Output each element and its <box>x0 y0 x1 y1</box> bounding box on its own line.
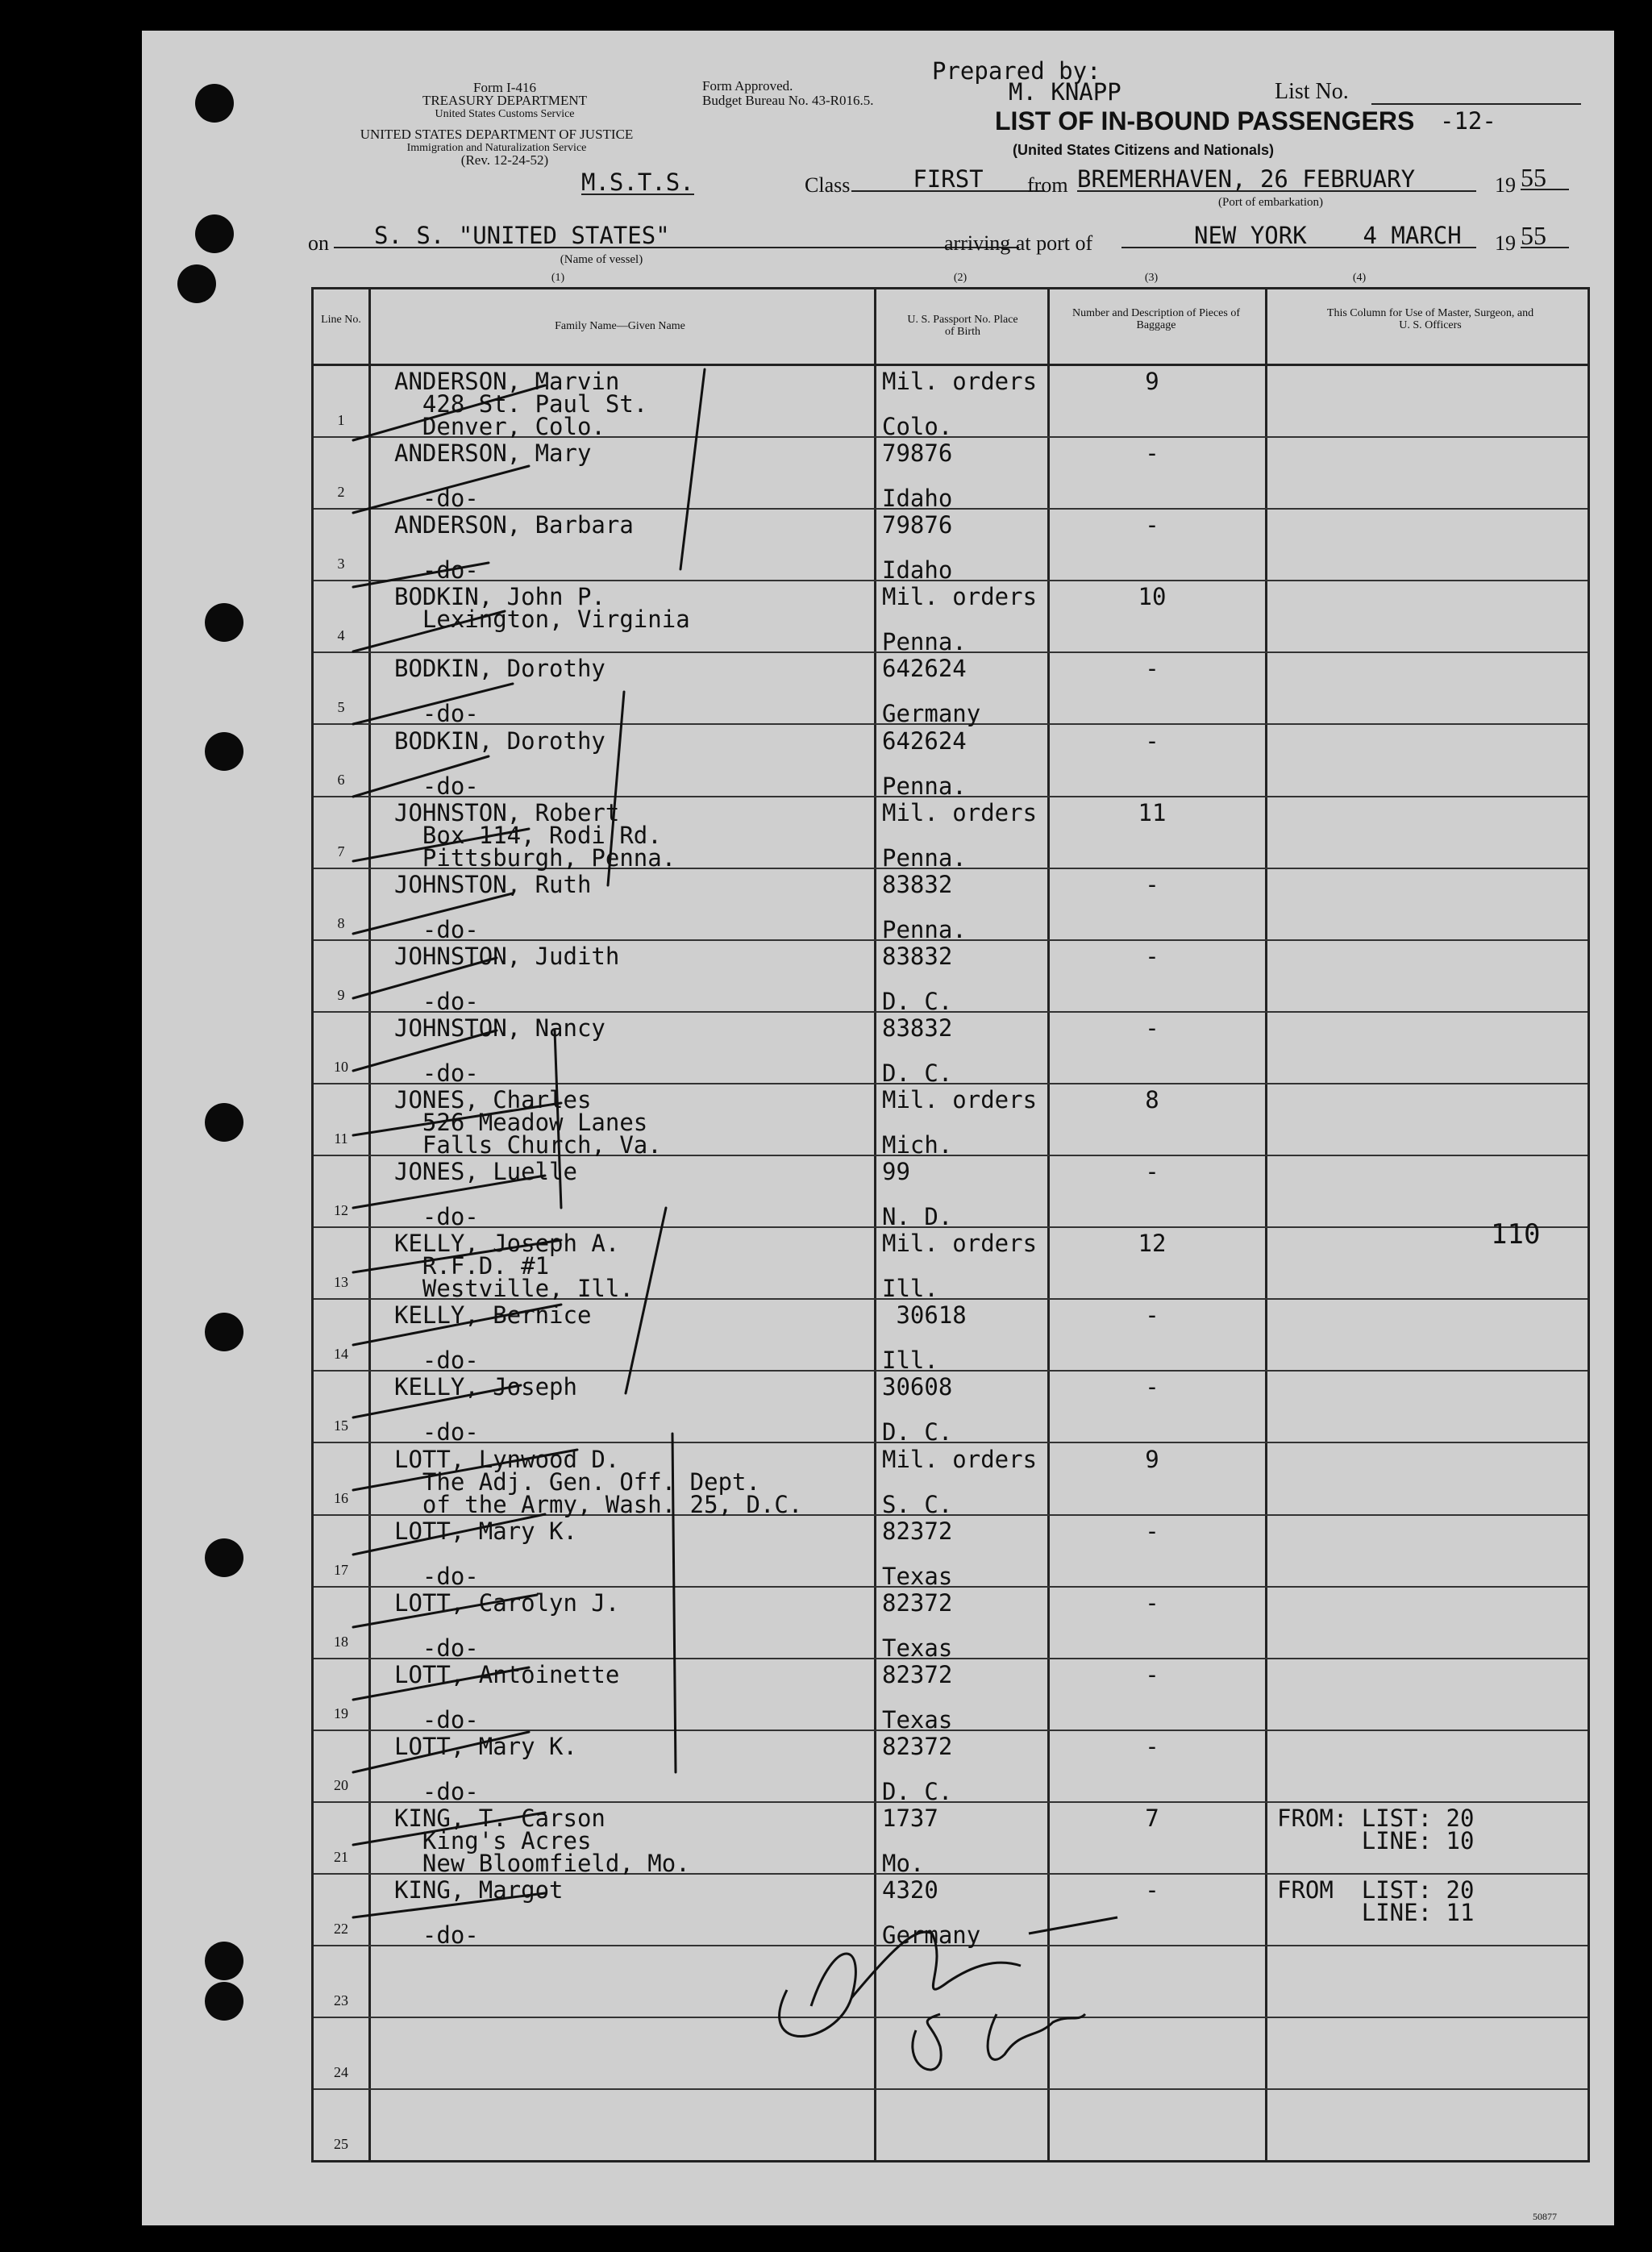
baggage-count: - <box>1145 1158 1159 1186</box>
name-line: JOHNSTON, Robert <box>394 798 620 826</box>
baggage-count: - <box>1145 1876 1159 1904</box>
port-embarkation-label: (Port of embarkation) <box>1218 196 1323 209</box>
note-line: LINE: 11 <box>1277 1899 1475 1927</box>
prepared-by: M. KNAPP <box>1009 78 1121 106</box>
name-line: 526 Meadow Lanes <box>394 1109 648 1136</box>
baggage-count: - <box>1145 1517 1159 1545</box>
year-prefix: 19 <box>1495 173 1516 197</box>
name-line: Westville, Ill. <box>394 1275 634 1303</box>
name-line: LOTT, Mary K. <box>394 1732 577 1760</box>
birthplace: Penna. <box>882 772 967 800</box>
passport-no: 99 <box>882 1158 910 1186</box>
baggage-count: - <box>1145 1588 1159 1617</box>
birthplace: S. C. <box>882 1490 953 1518</box>
baggage-count: 7 <box>1145 1805 1159 1832</box>
birthplace: Mo. <box>882 1850 925 1877</box>
line-number: 9 <box>337 986 345 1003</box>
from-label: from <box>1027 173 1068 197</box>
treasury-dept: TREASURY DEPARTMENT <box>422 93 588 108</box>
birthplace: Penna. <box>882 843 967 872</box>
baggage-count: 8 <box>1145 1086 1159 1114</box>
passport-no: 642624 <box>882 655 967 683</box>
name-line: Box 114, Rodi Rd. <box>394 821 662 849</box>
name-line: -do- <box>394 700 479 728</box>
col-num-1: (1) <box>551 272 565 284</box>
name-line: KING, T. Carson <box>394 1805 605 1832</box>
line-number: 10 <box>334 1058 348 1075</box>
line-number: 16 <box>334 1489 348 1506</box>
vessel-name: S. S. "UNITED STATES" <box>334 224 1019 248</box>
line-number: 4 <box>337 627 345 644</box>
baggage-count: 9 <box>1145 368 1159 395</box>
immigration-service: Immigration and Naturalization Service <box>406 142 587 154</box>
name-line: New Bloomfield, Mo. <box>394 1850 690 1877</box>
birthplace: Texas <box>882 1562 953 1590</box>
handwritten-check-marks <box>142 31 1614 2225</box>
line-number: 20 <box>334 1776 348 1793</box>
line-number: 11 <box>334 1130 348 1147</box>
line-number: 17 <box>334 1561 348 1578</box>
annotation-total: 110 <box>1491 1218 1541 1251</box>
line-number: 7 <box>337 843 345 860</box>
baggage-count: - <box>1145 1373 1159 1401</box>
passport-no: 642624 <box>882 726 967 755</box>
baggage-count: - <box>1145 1732 1159 1760</box>
note-line: FROM LIST: 20 <box>1277 1876 1475 1904</box>
line-number: 3 <box>337 556 345 572</box>
name-line: -do- <box>394 556 479 585</box>
birthplace: Mich. <box>882 1131 953 1159</box>
year-2: 55 <box>1521 224 1569 248</box>
form-number: Form I-416 <box>473 80 536 95</box>
passport-no: 83832 <box>882 870 953 898</box>
form-approved: Form Approved. <box>702 78 793 94</box>
header-passport: U. S. Passport No. Place of Birth <box>907 314 1018 338</box>
prepared-by-label: Prepared by: <box>932 57 1101 85</box>
note-line: LINE: 10 <box>1277 1827 1475 1854</box>
passport-no: 79876 <box>882 511 953 539</box>
baggage-count: - <box>1145 511 1159 539</box>
header-line-no: Line No. <box>321 314 361 326</box>
line-number: 12 <box>334 1202 348 1219</box>
line-number: 6 <box>337 771 345 788</box>
birthplace: Ill. <box>882 1347 938 1375</box>
name-line: Lexington, Virginia <box>394 606 690 634</box>
birthplace: Texas <box>882 1634 953 1662</box>
passport-no: Mil. orders <box>882 368 1038 395</box>
header-name: Family Name—Given Name <box>555 320 685 332</box>
line-number: 24 <box>334 2064 348 2081</box>
birthplace: D. C. <box>882 1059 953 1087</box>
baggage-count: - <box>1145 870 1159 898</box>
name-line: The Adj. Gen. Off. Dept. <box>394 1467 760 1496</box>
name-line: KELLY, Bernice <box>394 1301 592 1330</box>
passport-no: 4320 <box>882 1876 938 1904</box>
name-line: R.F.D. #1 <box>394 1252 550 1280</box>
passport-no: 82372 <box>882 1588 953 1617</box>
name-line: Denver, Colo. <box>394 413 605 440</box>
name-line: Falls Church, Va. <box>394 1131 662 1159</box>
passport-no: 82372 <box>882 1660 953 1688</box>
class-label: Class <box>805 173 851 197</box>
arriving-label: arriving at port of <box>944 231 1093 255</box>
passport-no: 30608 <box>882 1373 953 1401</box>
name-line: LOTT, Carolyn J. <box>394 1588 620 1617</box>
name-line: 428 St. Paul St. <box>394 390 648 418</box>
passport-no: 79876 <box>882 439 953 468</box>
line-number: 19 <box>334 1705 348 1721</box>
baggage-count: - <box>1145 1301 1159 1330</box>
name-line: -do- <box>394 1634 479 1662</box>
line-number: 18 <box>334 1633 348 1650</box>
passport-no: Mil. orders <box>882 798 1038 826</box>
year-1: 55 <box>1521 166 1569 190</box>
line-number: 2 <box>337 484 345 501</box>
name-line: LOTT, Lynwood D. <box>394 1445 620 1473</box>
name-line: JONES, Luelle <box>394 1158 577 1186</box>
birthplace: D. C. <box>882 1418 953 1447</box>
name-line: LOTT, Mary K. <box>394 1517 577 1545</box>
col-num-4: (4) <box>1352 272 1367 284</box>
name-line: JOHNSTON, Judith <box>394 942 620 970</box>
name-line: ANDERSON, Barbara <box>394 511 634 539</box>
name-line: ANDERSON, Mary <box>394 439 592 468</box>
name-line: JOHNSTON, Nancy <box>394 1014 605 1042</box>
list-title: LIST OF IN-BOUND PASSENGERS <box>995 106 1415 135</box>
passport-no: Mil. orders <box>882 1445 1038 1473</box>
msts: M.S.T.S. <box>581 169 694 196</box>
name-line: -do- <box>394 1777 479 1805</box>
birthplace: Texas <box>882 1705 953 1734</box>
name-line: of the Army, Wash. 25, D.C. <box>394 1490 803 1518</box>
passport-no: 83832 <box>882 1014 953 1042</box>
birthplace: N. D. <box>882 1203 953 1231</box>
name-line: JONES, Charles <box>394 1086 592 1114</box>
line-number: 13 <box>334 1274 348 1291</box>
birthplace: Idaho <box>882 485 953 513</box>
name-line: Pittsburgh, Penna. <box>394 843 676 872</box>
justice-dept: UNITED STATES DEPARTMENT OF JUSTICE <box>360 127 634 142</box>
line-number: 1 <box>337 412 345 428</box>
passport-no: Mil. orders <box>882 1230 1038 1258</box>
line-number: 22 <box>334 1921 348 1938</box>
name-line: KELLY, Joseph A. <box>394 1230 620 1258</box>
baggage-count: - <box>1145 942 1159 970</box>
passport-no: Mil. orders <box>882 583 1038 611</box>
name-line: KELLY, Joseph <box>394 1373 577 1401</box>
passport-no: Mil. orders <box>882 1086 1038 1114</box>
manifest-page <box>142 31 1614 2225</box>
from-value: BREMERHAVEN, 26 FEBRUARY <box>1077 168 1476 192</box>
baggage-count: - <box>1145 1660 1159 1688</box>
baggage-count: 11 <box>1138 798 1167 826</box>
birthplace: Penna. <box>882 915 967 943</box>
birthplace: Germany <box>882 700 981 728</box>
birthplace: Ill. <box>882 1275 938 1303</box>
birthplace: Colo. <box>882 413 953 440</box>
name-line: -do- <box>394 772 479 800</box>
name-line: -do- <box>394 987 479 1015</box>
year-prefix-2: 19 <box>1495 231 1516 255</box>
passport-no: 82372 <box>882 1732 953 1760</box>
baggage-count: - <box>1145 1014 1159 1042</box>
line-number: 8 <box>337 914 345 931</box>
birthplace: D. C. <box>882 1777 953 1805</box>
list-subtitle: (United States Citizens and Nationals) <box>1013 142 1275 158</box>
name-line: ANDERSON, Marvin <box>394 368 620 395</box>
baggage-count: - <box>1145 726 1159 755</box>
list-no-label: List No. <box>1275 79 1349 104</box>
customs-service: United States Customs Service <box>435 108 575 120</box>
passport-no: 1737 <box>882 1805 938 1832</box>
on-label: on <box>308 231 329 255</box>
birthplace: Penna. <box>882 628 967 656</box>
col-num-3: (3) <box>1144 272 1159 284</box>
name-line: -do- <box>394 1059 479 1087</box>
name-line: KING, Margot <box>394 1876 564 1904</box>
name-line: BODKIN, Dorothy <box>394 655 605 683</box>
name-line: BODKIN, John P. <box>394 583 605 611</box>
baggage-count: 12 <box>1138 1230 1167 1258</box>
line-number: 15 <box>334 1417 348 1434</box>
baggage-count: 10 <box>1138 583 1167 611</box>
col-num-2: (2) <box>953 272 967 284</box>
footer-code: 50877 <box>1533 2211 1557 2222</box>
revision: (Rev. 12-24-52) <box>460 152 549 168</box>
name-line: -do- <box>394 915 479 943</box>
name-line: King's Acres <box>394 1827 592 1854</box>
page-number: -12- <box>1440 107 1496 135</box>
passport-no: 82372 <box>882 1517 953 1545</box>
line-number: 25 <box>334 2136 348 2153</box>
note-line: FROM: LIST: 20 <box>1277 1805 1475 1832</box>
line-number: 23 <box>334 1992 348 2009</box>
header-baggage: Number and Description of Pieces of Baggage <box>1072 307 1240 331</box>
line-number: 21 <box>334 1849 348 1865</box>
name-line: -do- <box>394 1418 479 1447</box>
birthplace: Germany <box>882 1921 981 1950</box>
name-line: -do- <box>394 485 479 513</box>
name-line: -do- <box>394 1562 479 1590</box>
name-line: LOTT, Antoinette <box>394 1660 620 1688</box>
name-line: -do- <box>394 1203 479 1231</box>
name-line: BODKIN, Dorothy <box>394 726 605 755</box>
line-number: 14 <box>334 1346 348 1363</box>
baggage-count: - <box>1145 655 1159 683</box>
vessel-label: (Name of vessel) <box>560 253 643 266</box>
birthplace: Idaho <box>882 556 953 585</box>
name-line: JOHNSTON, Ruth <box>394 870 592 898</box>
budget-bureau: Budget Bureau No. 43-R016.5. <box>702 93 874 108</box>
name-line: -do- <box>394 1705 479 1734</box>
name-line: -do- <box>394 1347 479 1375</box>
name-line: -do- <box>394 1921 479 1950</box>
class-value: FIRST <box>851 168 1045 192</box>
passport-no: 30618 <box>882 1301 967 1330</box>
line-number: 5 <box>337 699 345 716</box>
arrival-port: NEW YORK 4 MARCH <box>1121 224 1476 248</box>
passport-no: 83832 <box>882 942 953 970</box>
baggage-count: 9 <box>1145 1445 1159 1473</box>
birthplace: D. C. <box>882 987 953 1015</box>
baggage-count: - <box>1145 439 1159 468</box>
header-officers: This Column for Use of Master, Surgeon, and U. S. Officers <box>1326 307 1534 331</box>
